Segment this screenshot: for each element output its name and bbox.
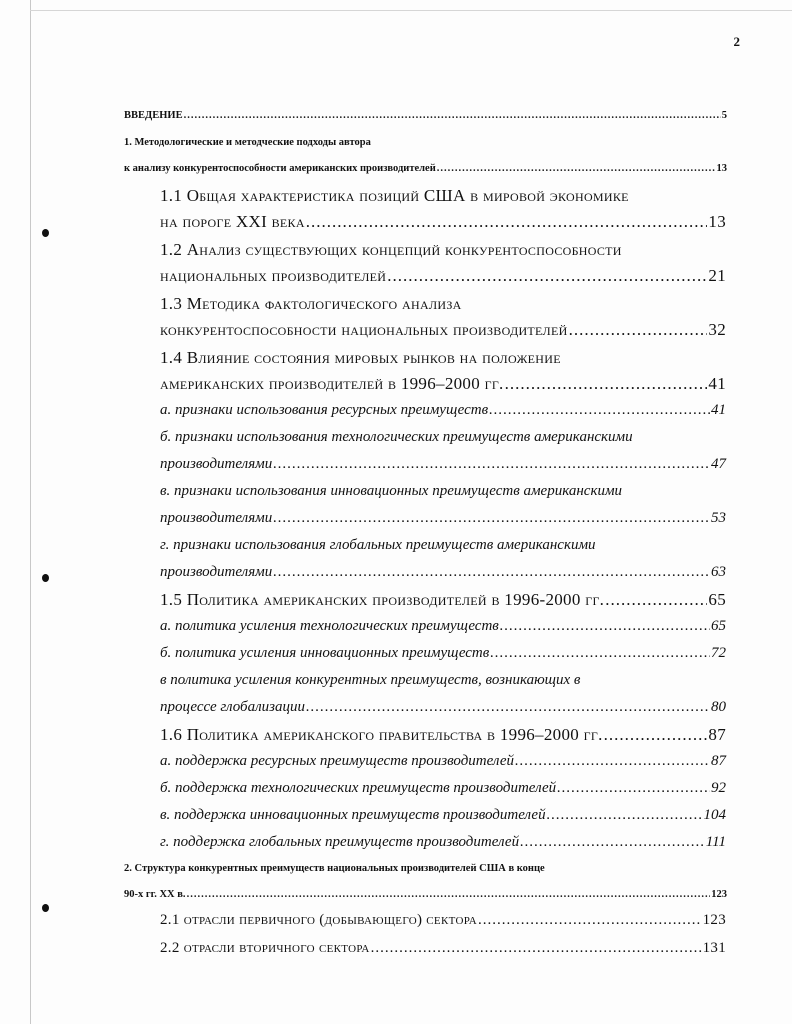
toc-page-number: 13 — [716, 163, 727, 174]
toc-page-number: 131 — [702, 940, 726, 956]
toc-leader — [605, 590, 707, 610]
toc-section-1-6[interactable] — [160, 725, 726, 745]
toc-page-number: 87 — [711, 753, 726, 769]
scan-top-edge — [30, 10, 792, 11]
toc-section-2-2[interactable] — [160, 940, 726, 957]
toc-subsection-1-4-b-line1[interactable]: б. признаки использования технологических преимуществ американскими — [160, 429, 633, 445]
toc-leader — [273, 510, 710, 527]
toc-leader — [387, 266, 707, 286]
toc-entry-title: производителями — [160, 564, 273, 580]
toc-section-1-1-line1[interactable]: 1.1 Общая характеристика позиций США в мировой экономике — [160, 186, 629, 205]
toc-chapter-1-line1[interactable]: 1. Методологические и методческие подходы автора — [124, 137, 371, 148]
toc-entry-title: конкурентоспособности национальных производителей — [160, 320, 568, 339]
toc-subsection-1-4-g[interactable] — [160, 564, 726, 581]
toc-subsection-1-5-b[interactable] — [160, 645, 726, 662]
toc-subsection-1-6-v[interactable] — [160, 807, 726, 824]
toc-entry-title: 1.5 Политика американских производителей в 1996-2000 гг. — [160, 590, 605, 609]
toc-subsection-1-6-a[interactable] — [160, 753, 726, 770]
toc-entry-title: а. поддержка ресурсных преимуществ производителей — [160, 753, 514, 769]
toc-page-number: 32 — [708, 320, 726, 339]
toc-page-number: 21 — [708, 266, 726, 285]
toc-subsection-1-4-b[interactable] — [160, 456, 726, 473]
toc-leader — [515, 753, 710, 770]
toc-leader — [437, 163, 716, 174]
toc-section-2-1[interactable] — [160, 912, 726, 929]
toc-entry-title: 1.6 Политика американского правительства в 1996–2000 гг. — [160, 725, 603, 744]
toc-leader — [478, 912, 702, 929]
toc-page-number: 65 — [708, 590, 726, 609]
toc-subsection-1-6-b[interactable] — [160, 780, 726, 797]
toc-page-number: 123 — [711, 889, 727, 900]
page-number: 2 — [733, 34, 740, 49]
toc-entry-title: американских производителей в 1996–2000 гг. — [160, 374, 504, 393]
toc-page-number: 41 — [708, 374, 726, 393]
toc-section-1-1[interactable] — [160, 212, 726, 232]
toc-subsection-1-5-v-line1[interactable]: в политика усиления конкурентных преимуществ, возникающих в — [160, 672, 581, 688]
toc-leader — [520, 834, 705, 851]
toc-leader — [547, 807, 703, 824]
toc-section-1-3[interactable] — [160, 320, 726, 340]
toc-section-1-4[interactable] — [160, 374, 726, 394]
toc-entry-title: б. политика усиления инновационных преимуществ — [160, 645, 490, 661]
toc-entry-title: 2.2 отрасли вторичного сектора — [160, 940, 370, 956]
toc-page-number: 13 — [708, 212, 726, 231]
toc-leader — [500, 618, 710, 635]
toc-leader — [490, 645, 710, 662]
toc-section-1-2[interactable] — [160, 266, 726, 286]
toc-page-number: 80 — [711, 699, 726, 715]
toc-subsection-1-4-a[interactable] — [160, 402, 726, 419]
punch-hole-mark — [42, 229, 49, 237]
scan-left-edge — [30, 0, 31, 1024]
toc-section-1-2-line1[interactable]: 1.2 Анализ существующих концепций конкурентоспособности — [160, 240, 622, 259]
toc-section-1-4-line1[interactable]: 1.4 Влияние состояния мировых рынков на положение — [160, 348, 561, 367]
toc-page-number: 63 — [711, 564, 726, 580]
toc-page-number: 104 — [703, 807, 726, 823]
toc-leader — [306, 699, 710, 716]
toc-leader — [184, 110, 721, 121]
toc-page-number: 123 — [702, 912, 726, 928]
toc-section-1-3-line1[interactable]: 1.3 Методика фактологического анализа — [160, 294, 462, 313]
toc-subsection-1-5-a[interactable] — [160, 618, 726, 635]
toc-entry-title: б. поддержка технологических преимуществ производителей — [160, 780, 557, 796]
toc-subsection-1-4-v-line1[interactable]: в. признаки использования инновационных преимуществ американскими — [160, 483, 623, 499]
toc-entry-title: 90-х гг. XX в. — [124, 889, 186, 900]
toc-entry-intro[interactable] — [124, 110, 727, 121]
toc-subsection-1-5-v[interactable] — [160, 699, 726, 716]
toc-leader — [273, 456, 710, 473]
toc-page-number: 65 — [711, 618, 726, 634]
toc-page-number: 92 — [711, 780, 726, 796]
toc-subsection-1-4-v[interactable] — [160, 510, 726, 527]
toc-entry-title: к анализу конкурентоспособности американских производителей — [124, 163, 436, 174]
toc-page-number: 41 — [711, 402, 726, 418]
toc-leader — [604, 725, 708, 745]
toc-entry-title: а. признаки использования ресурсных преимуществ — [160, 402, 489, 418]
toc-entry-title: г. поддержка глобальных преимуществ производителей — [160, 834, 520, 850]
toc-entry-title: на пороге XXI века — [160, 212, 305, 231]
toc-leader — [306, 212, 708, 232]
toc-page-number: 72 — [711, 645, 726, 661]
toc-page-number: 53 — [711, 510, 726, 526]
toc-entry-title: 2.1 отрасли первичного (добывающего) сектора — [160, 912, 477, 928]
toc-chapter-2-line1[interactable]: 2. Структура конкурентных преимуществ национальных производителей США в конце — [124, 863, 545, 874]
toc-page-number: 47 — [711, 456, 726, 472]
punch-hole-mark — [42, 574, 49, 582]
toc-subsection-1-4-g-line1[interactable]: г. признаки использования глобальных преимуществ американскими — [160, 537, 596, 553]
toc-entry-title: а. политика усиления технологических преимуществ — [160, 618, 499, 634]
toc-leader — [489, 402, 710, 419]
toc-leader — [505, 374, 708, 394]
toc-chapter-2[interactable] — [124, 889, 727, 900]
toc-entry-title: производителями — [160, 456, 273, 472]
toc-chapter-1[interactable] — [124, 163, 727, 174]
toc-leader — [273, 564, 710, 581]
toc-page-number: 87 — [708, 725, 726, 744]
toc-leader — [371, 940, 702, 957]
toc-page-number: 5 — [721, 110, 727, 121]
toc-entry-title: процессе глобализации — [160, 699, 305, 715]
toc-entry-title: национальных производителей — [160, 266, 387, 285]
toc-leader — [569, 320, 708, 340]
toc-section-1-5[interactable] — [160, 590, 726, 610]
toc-page-number: 111 — [705, 834, 726, 850]
toc-entry-title: в. поддержка инновационных преимуществ производителей — [160, 807, 546, 823]
toc-entry-title: производителями — [160, 510, 273, 526]
toc-leader — [187, 889, 711, 900]
toc-entry-title: ВВЕДЕНИЕ — [124, 110, 183, 121]
toc-leader — [557, 780, 710, 797]
toc-subsection-1-6-g[interactable] — [160, 834, 726, 851]
punch-hole-mark — [42, 904, 49, 912]
